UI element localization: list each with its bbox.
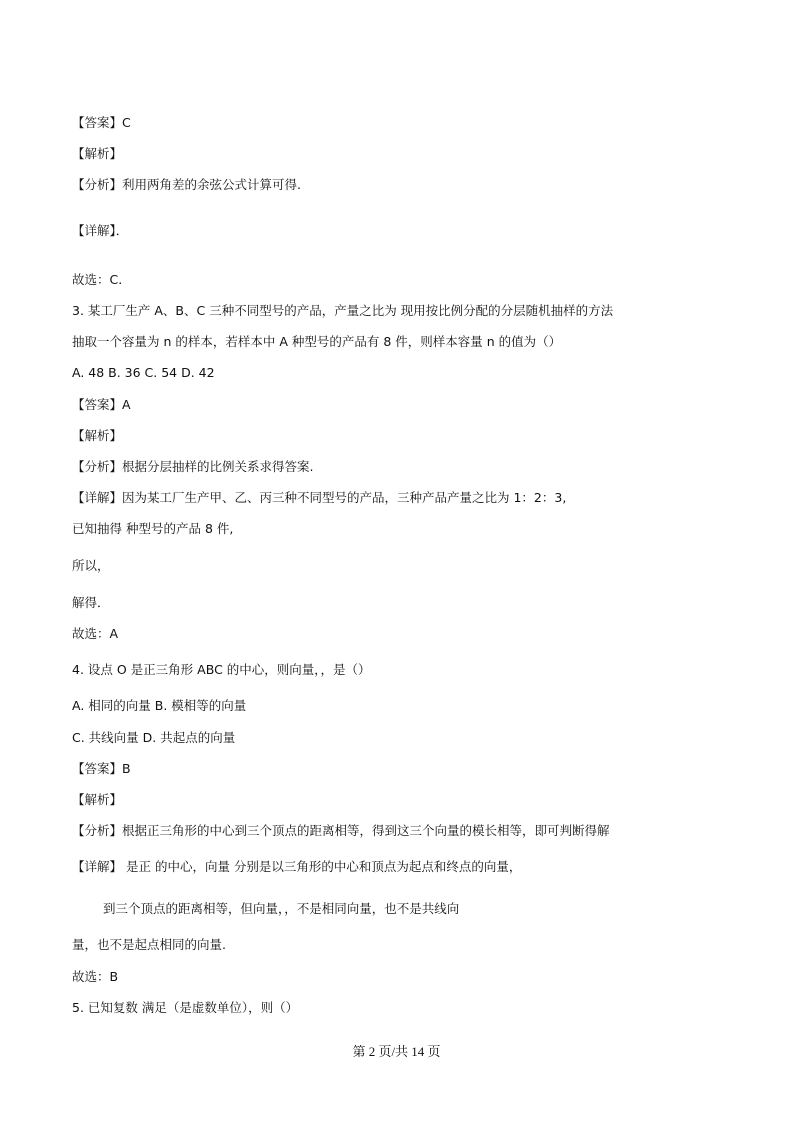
analysis-text: 【分析】根据分层抽样的比例关系求得答案. [72, 459, 314, 474]
analysis-text: 【分析】根据正三角形的中心到三个顶点的距离相等，得到这三个向量的模长相等，即可判断得解 [72, 823, 610, 838]
detail-text: 【详解】 是正 的中心，向量 分别是以三角形的中心和顶点为起点和终点的向量， [72, 859, 522, 874]
question-3-options: A. 48 B. 36 C. 54 D. 42 [72, 365, 215, 380]
analysis-text: 【分析】利用两角差的余弦公式计算可得. [72, 177, 301, 192]
choice-text: 故选：C. [72, 272, 123, 287]
analysis-heading: 【解析】 [72, 792, 123, 807]
choice-text: 故选：B [72, 969, 119, 984]
question-4-stem: 4. 设点 O 是正三角形 ABC 的中心，则向量，，是（） [72, 662, 371, 677]
question-3-line-2: 抽取一个容量为 n 的样本，若样本中 A 种型号的产品有 8 件，则样本容量 n 的值为（） [72, 334, 562, 349]
analysis-heading: 【解析】 [72, 428, 123, 443]
detail-text: 【详解】． [72, 223, 129, 238]
answer-label: 【答案】A [72, 397, 131, 412]
choice-text: 故选：A [72, 626, 119, 641]
answer-label: 【答案】C [72, 115, 131, 130]
question-5-stem: 5. 已知复数 满足（是虚数单位），则（） [72, 1000, 299, 1015]
detail-text: 【详解】因为某工厂生产甲、乙、丙三种不同型号的产品，三种产品产量之比为 1：2：3, [72, 490, 567, 505]
detail-text: 解得． [72, 595, 110, 610]
question-3-line-1: 3. 某工厂生产 A、B、C 三种不同型号的产品，产量之比为 现用按比例分配的分层随机抽样的方法 [72, 303, 614, 318]
detail-text: 所以， [72, 558, 110, 573]
detail-text: 已知抽得 种型号的产品 8 件, [72, 521, 234, 536]
detail-text: 量，也不是起点相同的向量. [72, 937, 226, 952]
detail-text: 到三个顶点的距离相等，但向量，，不是相同向量，也不是共线向 [103, 901, 460, 916]
page-footer: 第 2 页/共 14 页 [352, 1044, 441, 1059]
answer-label: 【答案】B [72, 761, 131, 776]
question-4-options: C. 共线向量 D. 共起点的向量 [72, 730, 236, 745]
question-4-options: A. 相同的向量 B. 模相等的向量 [72, 698, 247, 713]
analysis-heading: 【解析】 [72, 146, 123, 161]
